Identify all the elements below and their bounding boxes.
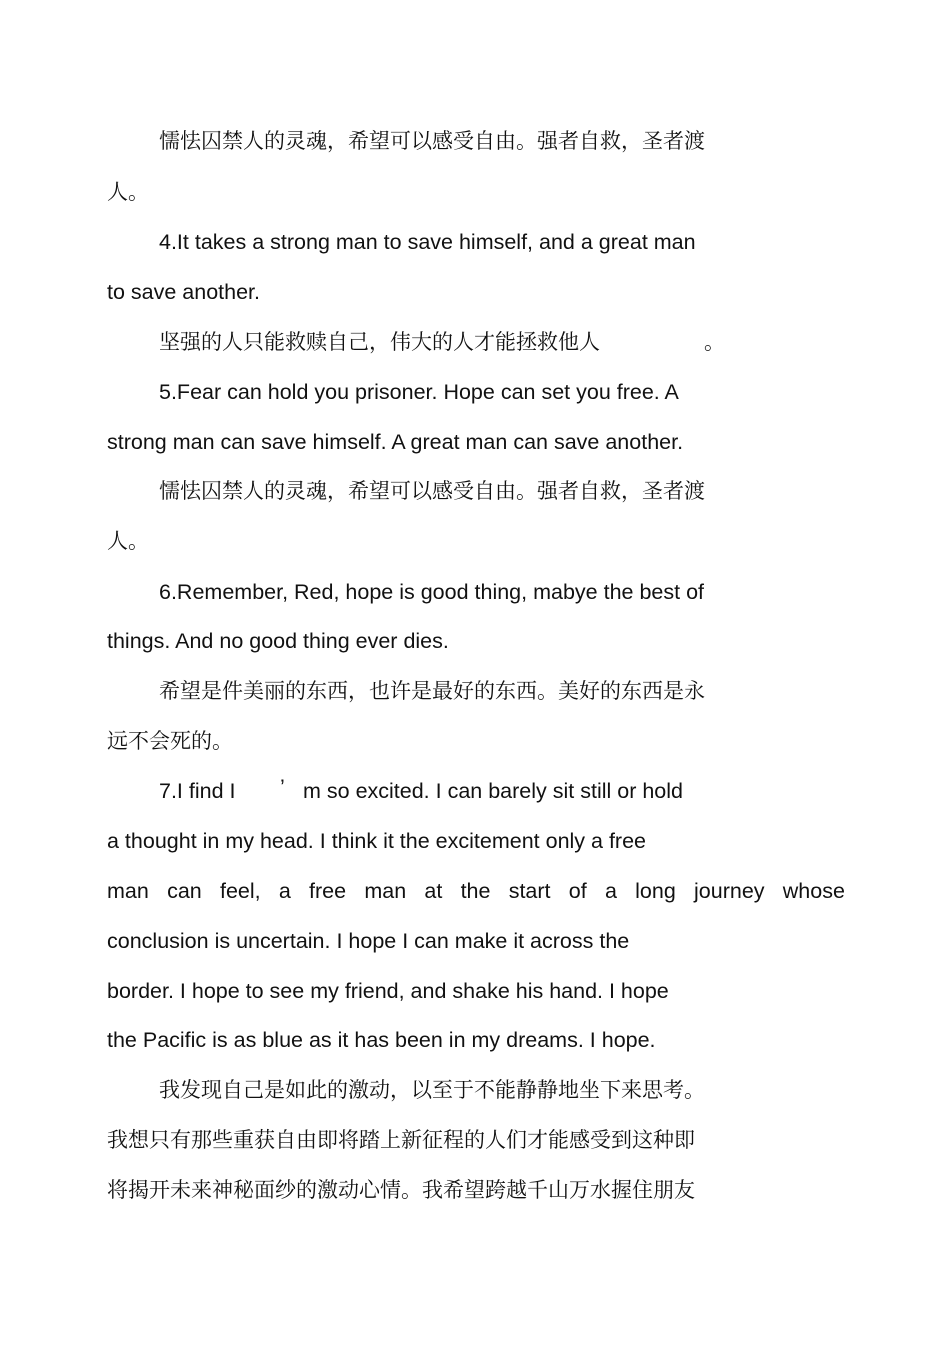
text-line: ’ — [280, 775, 285, 799]
text-line: 6.Remember, Red, hope is good thing, mabye the best of — [159, 580, 704, 604]
text-line: 人。 — [107, 180, 149, 204]
word: can — [167, 879, 202, 903]
word: a — [278, 879, 291, 903]
text-line: 人。 — [107, 529, 149, 553]
text-line: 。 — [704, 330, 725, 354]
word: man — [364, 879, 407, 903]
text-line: 7.I find I — [159, 779, 236, 803]
text-line: 懦怯囚禁人的灵魂，希望可以感受自由。强者自救，圣者渡 — [159, 479, 705, 503]
text-line: 5.Fear can hold you prisoner. Hope can set you free. A — [159, 380, 679, 404]
text-line: a thought in my head. I think it the excitement only a free — [107, 829, 647, 853]
word: free — [309, 879, 347, 903]
text-line: 将揭开未来神秘面纱的激动心情。我希望跨越千山万水握住朋友 — [107, 1178, 695, 1202]
word: long — [635, 879, 676, 903]
text-line: m so excited. I can barely sit still or hold — [303, 779, 683, 803]
text-line: to save another. — [107, 280, 260, 304]
word: feel, — [219, 879, 261, 903]
text-line: 我发现自己是如此的激动，以至于不能静静地坐下来思考。 — [159, 1078, 705, 1102]
text-line: things. And no good thing ever dies. — [107, 629, 449, 653]
word: whose — [782, 879, 845, 903]
text-line: conclusion is uncertain. I hope I can make it across the — [107, 929, 630, 953]
word: start — [508, 879, 551, 903]
text-line: 坚强的人只能救赎自己，伟大的人才能拯救他人 — [159, 330, 600, 354]
word: man — [107, 879, 149, 903]
text-line: 4.It takes a strong man to save himself, and a great man — [159, 230, 696, 254]
word: the — [460, 879, 491, 903]
word: at — [424, 879, 443, 903]
text-line: the Pacific is as blue as it has been in my dreams. I hope. — [107, 1028, 656, 1052]
word: a — [604, 879, 617, 903]
text-line-justified — [107, 877, 845, 905]
text-line: 懦怯囚禁人的灵魂，希望可以感受自由。强者自救，圣者渡 — [159, 129, 705, 153]
word: journey — [694, 879, 765, 903]
text-line: border. I hope to see my friend, and shake his hand. I hope — [107, 979, 669, 1003]
text-line: 远不会死的。 — [107, 729, 233, 753]
word: of — [568, 879, 587, 903]
text-line: 希望是件美丽的东西，也许是最好的东西。美好的东西是永 — [159, 679, 705, 703]
text-line: 我想只有那些重获自由即将踏上新征程的人们才能感受到这种即 — [107, 1128, 695, 1152]
text-line: strong man can save himself. A great man can save another. — [107, 430, 684, 454]
